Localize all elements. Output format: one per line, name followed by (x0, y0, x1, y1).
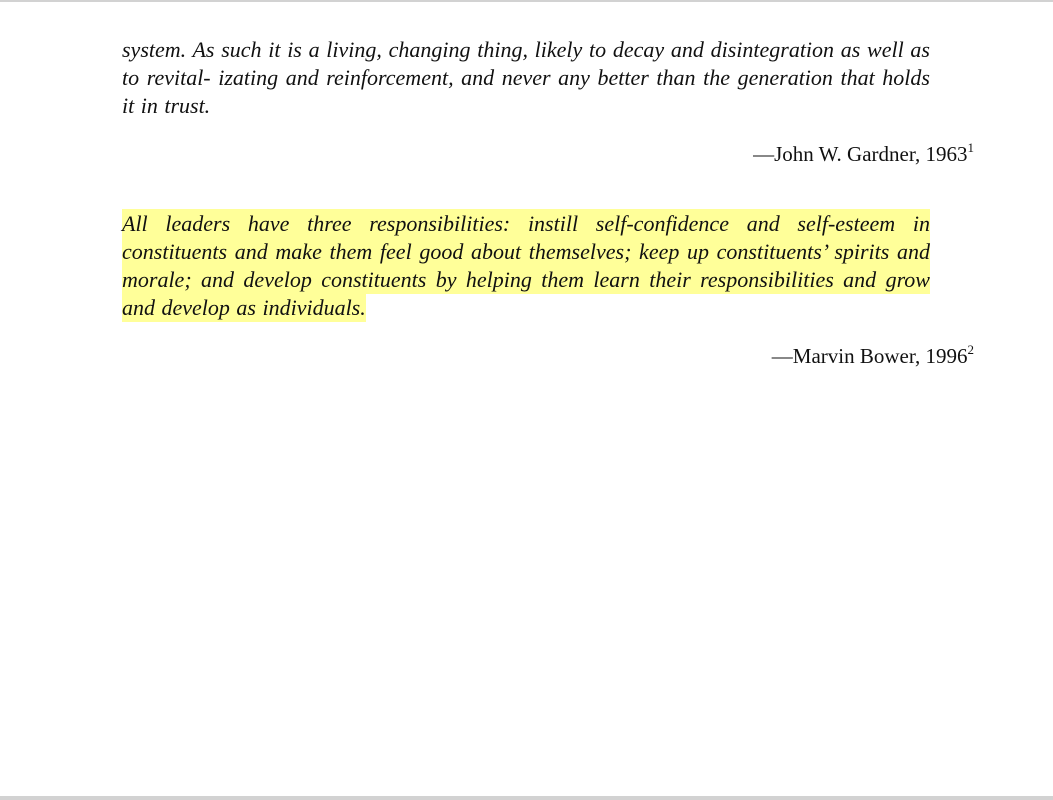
footnote-marker[interactable]: 2 (967, 342, 974, 357)
footnote-marker[interactable]: 1 (967, 140, 974, 155)
highlighted-quote-text[interactable]: All leaders have three responsibilities: instill self-confidence and self-esteem in constituents and make them feel good about themselves; keep up constituents’ spirits and morale; and develop constituents by helping them learn their responsibilities and grow and develop as individuals. (122, 211, 930, 320)
quote-attribution-bower (772, 343, 974, 369)
epigraph-quote-gardner (122, 36, 930, 120)
epigraph-quote-bower (122, 210, 930, 322)
attribution-author: —Marvin Bower, 1996 (771, 344, 968, 368)
quote-text: system. As such it is a living, changing thing, likely to decay and disintegration as well as to revital- izating and reinforcement, and never any better than the generation that holds it in trust. (122, 37, 930, 118)
document-page (0, 2, 1053, 796)
attribution-author: —John W. Gardner, 1963 (753, 142, 968, 166)
quote-attribution-gardner (753, 141, 974, 167)
